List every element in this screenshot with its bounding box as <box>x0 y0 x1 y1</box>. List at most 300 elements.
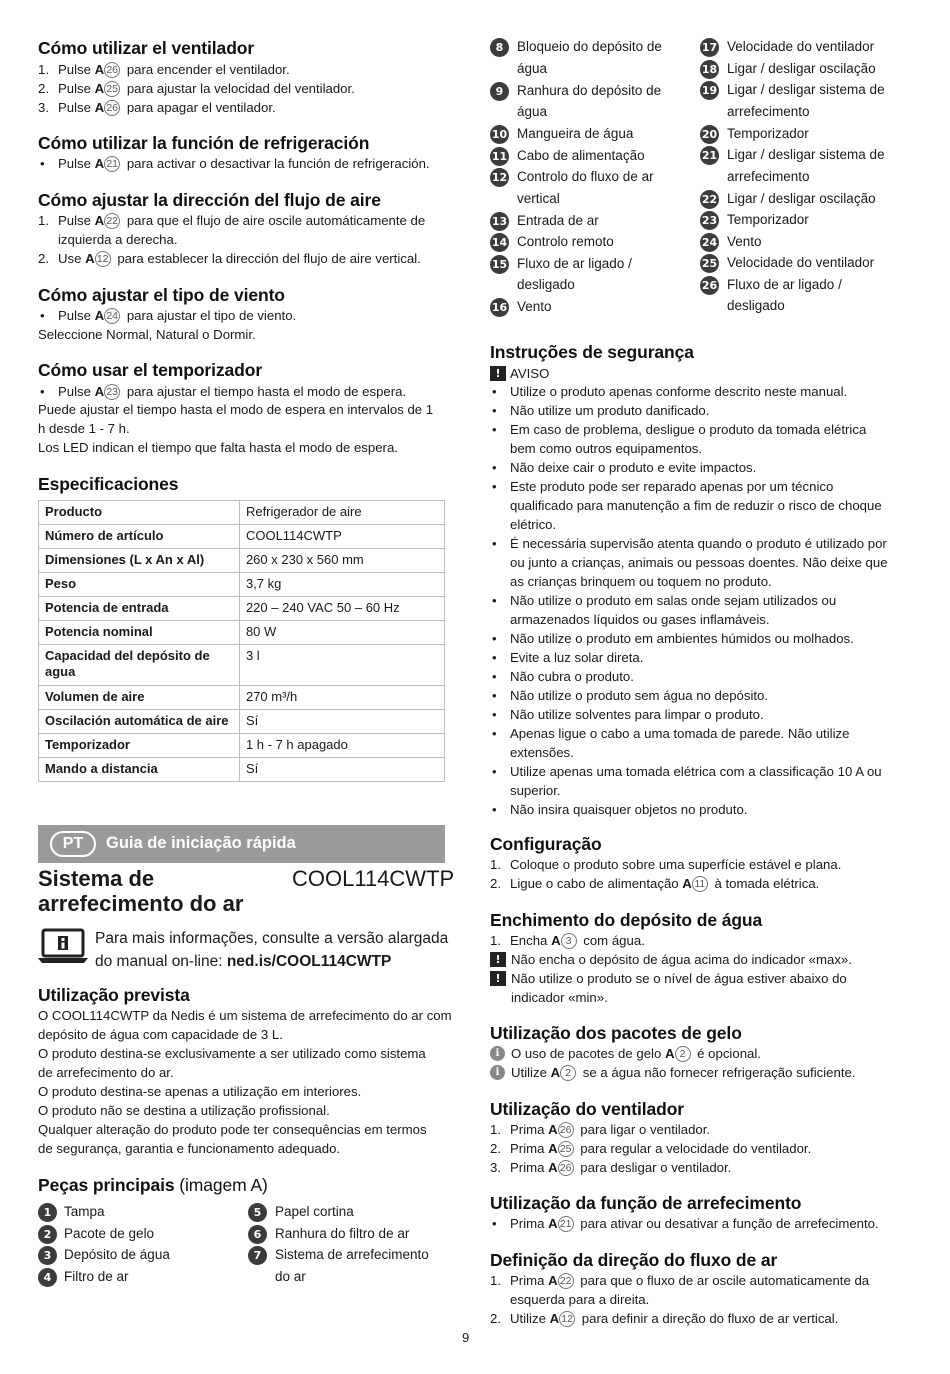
ref-number-circle: 24 <box>104 308 120 324</box>
warning-text: AVISO <box>510 366 550 381</box>
line-text: Prima <box>510 1273 549 1288</box>
spec-row <box>39 645 445 686</box>
line-content: É necessária supervisão atenta quando o produto é utilizado por <box>510 536 887 551</box>
line-content: Seleccione Normal, Natural o Dormir. <box>38 327 256 342</box>
line-text: para activar o desactivar la función de refrigeración. <box>123 156 430 171</box>
step-number: 2. <box>490 1141 501 1156</box>
fill-warning <box>511 950 852 969</box>
bullet-dot: • <box>492 650 497 665</box>
spec-value: 3,7 kg <box>239 573 444 597</box>
line-content: Puede ajustar el tiempo hasta el modo de espera en intervalos de 1 <box>38 402 434 417</box>
setup-heading: Configuração <box>490 834 602 854</box>
part-name: Ranhura do filtro de ar <box>275 1225 410 1241</box>
figure-ref-letter: A <box>548 1122 558 1137</box>
main-parts-heading <box>38 1175 268 1196</box>
spec-row <box>39 686 445 710</box>
ice-info <box>511 1063 855 1082</box>
line-text: Pulse <box>58 156 95 171</box>
more-info-text <box>95 927 448 973</box>
line-content: O produto destina-se exclusivamente a ser utilizado como sistema <box>38 1046 426 1061</box>
ice-info <box>511 1044 761 1063</box>
part-name: Velocidade do ventilador <box>727 39 875 54</box>
ref-number-circle: 26 <box>558 1122 574 1138</box>
line-content: esquerda para a direita. <box>510 1292 650 1307</box>
line-content: superior. <box>510 783 561 798</box>
spec-key: Capacidad del depósito de agua <box>39 645 240 686</box>
spec-key: Temporizador <box>39 734 240 758</box>
part-number-badge: 21 <box>700 146 719 165</box>
spec-row <box>39 710 445 734</box>
line-text: Pulse <box>58 213 95 228</box>
page-number: 9 <box>462 1330 470 1345</box>
intended-use-text <box>38 1044 426 1063</box>
line-content <box>510 874 819 893</box>
line-text: para ajustar la velocidad del ventilador. <box>123 81 355 96</box>
ref-number-circle: 25 <box>558 1141 574 1157</box>
intended-use-text <box>38 1082 361 1101</box>
spec-row <box>39 597 445 621</box>
spec-value: 270 m³/h <box>239 686 444 710</box>
bullet-dot: • <box>492 479 497 494</box>
line-content <box>58 249 421 268</box>
part-name: Tampa <box>64 1204 105 1219</box>
ref-number-circle: 3 <box>561 933 577 949</box>
step-number: 3. <box>38 100 49 115</box>
spec-table <box>38 500 445 782</box>
bullet-dot: • <box>492 422 497 437</box>
more-info-line1: Para mais informações, consulte a versão alargada <box>95 930 449 947</box>
line-content: O produto não se destina a utilização profissional. <box>38 1103 330 1118</box>
line-text: para que o fluxo de ar oscile automaticamente da <box>576 1273 870 1288</box>
line-content <box>58 382 406 401</box>
part-name: Ligar / desligar sistema de <box>727 147 885 162</box>
line-content <box>58 211 425 230</box>
figure-ref-letter: A <box>548 1141 558 1156</box>
warning-icon <box>490 971 506 986</box>
part-number-badge: 14 <box>490 233 509 252</box>
part-name: Entrada de ar <box>517 212 599 228</box>
part-name: Velocidade do ventilador <box>727 255 875 270</box>
line-content: Não utilize um produto danificado. <box>510 403 710 418</box>
step-number: 1. <box>490 1273 501 1288</box>
part-name: Controlo do fluxo de ar <box>517 169 654 184</box>
es-timer-text <box>38 400 433 419</box>
es-timer-text <box>38 438 398 457</box>
spec-value: COOL114CWTP <box>239 525 444 549</box>
es-airflow-heading: Cómo ajustar la dirección del flujo de aire <box>38 190 381 210</box>
figure-ref-letter: A <box>682 876 692 891</box>
figure-ref-letter: A <box>94 384 105 399</box>
spec-value: Sí <box>239 710 444 734</box>
line-text: para ajustar el tipo de viento. <box>123 308 297 323</box>
step-number: 1. <box>490 933 501 948</box>
ref-number-circle: 22 <box>558 1273 574 1289</box>
es-wind-note <box>38 325 256 344</box>
line-content: ou junto a crianças, animais ou pessoas doentes. Não deixe que <box>510 555 888 570</box>
line-text: Utilize <box>510 1311 550 1326</box>
intended-use-text <box>38 1006 452 1025</box>
spec-value: Refrigerador de aire <box>239 501 444 525</box>
info-icon: i <box>490 1065 505 1080</box>
product-title-line2: arrefecimento do ar <box>38 891 244 916</box>
line-text: para encender el ventilador. <box>123 62 290 77</box>
part-name: Ranhura do depósito de <box>517 82 662 98</box>
part-number-badge: 4 <box>38 1268 57 1287</box>
line-content: izquierda a derecha. <box>58 232 178 247</box>
bullet-dot: • <box>492 460 497 475</box>
line-content: Utilize apenas uma tomada elétrica com a classificação 10 A ou <box>510 764 882 779</box>
figure-ref-letter: A <box>548 1160 558 1175</box>
line-content: qualificado para manutenção a fim de reduzir o risco de choque <box>510 498 882 513</box>
line-content <box>510 1139 811 1158</box>
ref-number-circle: 2 <box>560 1065 576 1081</box>
line-content: extensões. <box>510 745 574 760</box>
pt-airflow-heading: Definição da direção do fluxo de ar <box>490 1250 778 1270</box>
step-number: 2. <box>38 251 49 266</box>
line-content: Não cubra o produto. <box>510 669 634 684</box>
figure-ref-letter: A <box>85 251 95 266</box>
part-name: Depósito de água <box>64 1247 170 1262</box>
spec-key: Mando a distancia <box>39 758 240 782</box>
step-number: 2. <box>38 81 49 96</box>
part-number-badge: 13 <box>490 212 509 231</box>
pt-banner <box>38 825 445 863</box>
intended-use-text <box>38 1063 174 1082</box>
main-parts-subtitle: (imagem A) <box>174 1175 268 1195</box>
intended-use-text <box>38 1101 330 1120</box>
spec-row <box>39 621 445 645</box>
line-content: elétrico. <box>510 517 557 532</box>
ice-packs-heading: Utilização dos pacotes de gelo <box>490 1023 742 1043</box>
figure-ref-letter: A <box>94 213 105 228</box>
line-content: Apenas ligue o cabo a uma tomada de parede. Não utilize <box>510 726 850 741</box>
line-content: Evite a luz solar direta. <box>510 650 644 665</box>
spec-key: Volumen de aire <box>39 686 240 710</box>
part-number-badge: 19 <box>700 81 719 100</box>
line-content: Este produto pode ser reparado apenas por um técnico <box>510 479 834 494</box>
ref-number-circle: 26 <box>104 100 120 116</box>
line-content: Coloque o produto sobre uma superfície estável e plana. <box>510 857 842 872</box>
line-text: para ligar o ventilador. <box>576 1122 711 1137</box>
part-name: Controlo remoto <box>517 234 614 249</box>
ref-number-circle: 21 <box>558 1216 574 1232</box>
line-text: com água. <box>579 933 645 948</box>
figure-ref-letter: A <box>664 1046 675 1061</box>
part-name: Bloqueio do depósito de <box>517 39 662 54</box>
line-content: O COOL114CWTP da Nedis é um sistema de arrefecimento do ar com <box>38 1008 452 1023</box>
line-text: Ligue o cabo de alimentação <box>510 876 683 891</box>
line-content <box>511 1046 761 1061</box>
pt-fan-heading: Utilização do ventilador <box>490 1099 685 1119</box>
intended-use-text <box>38 1120 427 1139</box>
line-content: de arrefecimento do ar. <box>38 1065 174 1080</box>
line-text: Pulse <box>58 308 95 323</box>
product-model: COOL114CWTP <box>292 866 455 891</box>
es-specs-heading: Especificaciones <box>38 474 179 494</box>
line-content: Não utilize o produto sem água no depósito. <box>510 688 769 703</box>
part-name: Fluxo de ar ligado / <box>727 276 842 292</box>
part-number-badge: 23 <box>700 211 719 230</box>
line-content: depósito de água com capacidade de 3 L. <box>38 1027 283 1042</box>
line-text: para regular a velocidade do ventilador. <box>576 1141 812 1156</box>
spec-row <box>39 758 445 782</box>
figure-ref-letter: A <box>94 308 105 323</box>
part-number-badge: 26 <box>700 276 719 295</box>
figure-ref-letter: A <box>94 81 105 96</box>
line-text: para establecer la dirección del flujo de aire vertical. <box>113 251 421 266</box>
step-number: 1. <box>38 213 49 228</box>
line-content: armazenados líquidos ou gases inflamáveis. <box>510 612 770 627</box>
line-content: Los LED indican el tiempo que falta hasta el modo de espera. <box>38 440 398 455</box>
bullet-dot: • <box>492 593 497 608</box>
part-number-badge: 22 <box>700 190 719 209</box>
product-title <box>38 866 243 916</box>
line-text: Use <box>58 251 86 266</box>
line-content <box>510 1309 838 1328</box>
bullet-dot: • <box>40 156 45 171</box>
spec-row <box>39 734 445 758</box>
es-wind-heading: Cómo ajustar el tipo de viento <box>38 285 285 305</box>
line-content: Não utilize solventes para limpar o produto. <box>510 707 764 722</box>
ref-number-circle: 11 <box>692 876 708 892</box>
part-number-badge: 3 <box>38 1246 57 1265</box>
spec-key: Producto <box>39 501 240 525</box>
ref-number-circle: 12 <box>559 1311 575 1327</box>
line-text: Prima <box>510 1160 549 1175</box>
line-content <box>510 1271 869 1290</box>
bullet-dot: • <box>40 384 45 399</box>
part-name: Pacote de gelo <box>64 1225 155 1241</box>
part-name-cont: água <box>517 104 548 119</box>
line-content: Não deixe cair o produto e evite impactos. <box>510 460 757 475</box>
part-name-cont: desligado <box>727 298 785 313</box>
part-name: Vento <box>517 299 552 314</box>
figure-ref-letter: A <box>550 1065 561 1080</box>
manual-link[interactable]: ned.is/COOL114CWTP <box>226 953 392 970</box>
spec-value: Sí <box>239 758 444 782</box>
bullet-dot: • <box>492 536 497 551</box>
spec-key: Oscilación automática de aire <box>39 710 240 734</box>
spec-row <box>39 501 445 525</box>
spec-row <box>39 573 445 597</box>
bullet-dot: • <box>492 1216 497 1231</box>
pt-cooling-heading: Utilização da função de arrefecimento <box>490 1193 802 1213</box>
spec-key: Número de artículo <box>39 525 240 549</box>
line-text: para ativar ou desativar a função de arrefecimento. <box>576 1216 879 1231</box>
line-text: à tomada elétrica. <box>710 876 820 891</box>
part-name: Papel cortina <box>275 1204 354 1219</box>
part-name-cont: água <box>517 60 548 76</box>
bullet-dot: • <box>492 707 497 722</box>
part-name-cont: do ar <box>275 1268 306 1284</box>
part-name: Fluxo de ar ligado / <box>517 255 632 271</box>
product-title-line1: Sistema de <box>38 866 155 891</box>
line-content: indicador «min». <box>511 990 608 1005</box>
line-content: Não utilize o produto em salas onde sejam utilizados ou <box>510 593 837 608</box>
part-name: Temporizador <box>727 212 809 227</box>
part-name: Sistema de arrefecimento <box>275 1247 429 1262</box>
warning-icon <box>490 366 506 381</box>
fill-tank-heading: Enchimento do depósito de água <box>490 910 763 930</box>
intended-use-text <box>38 1025 283 1044</box>
step-number: 1. <box>38 62 49 77</box>
bullet-dot: • <box>492 802 497 817</box>
line-text: Prima <box>510 1141 549 1156</box>
part-name: Mangueira de água <box>517 126 634 141</box>
safety-heading: Instruções de segurança <box>490 342 694 362</box>
warning-icon <box>490 952 506 967</box>
part-number-badge: 2 <box>38 1225 57 1244</box>
laptop-info-icon <box>38 928 88 964</box>
part-number-badge: 5 <box>248 1203 267 1222</box>
part-number-badge: 12 <box>490 168 509 187</box>
figure-ref-letter: A <box>94 156 105 171</box>
es-timer-heading: Cómo usar el temporizador <box>38 360 263 380</box>
line-content: h desde 1 - 7 h. <box>38 421 130 436</box>
main-parts-title: Peças principais <box>38 1175 175 1195</box>
line-content: de segurança, garantia e funcionamento adequado. <box>38 1141 341 1156</box>
fill-warning <box>511 969 847 988</box>
part-number-badge: 8 <box>490 38 509 57</box>
part-name-cont: arrefecimento <box>727 168 810 184</box>
line-content: Não utilize o produto em ambientes húmidos ou molhados. <box>510 631 854 646</box>
line-text: Pulse <box>58 100 95 115</box>
line-text: para definir a direção do fluxo de ar vertical. <box>578 1311 839 1326</box>
line-text: Utilize <box>511 1065 551 1080</box>
bullet-dot: • <box>40 308 45 323</box>
line-content: bem como outros equipamentos. <box>510 441 703 456</box>
line-content <box>58 154 430 173</box>
part-name: Ligar / desligar oscilação <box>727 190 876 206</box>
es-cooling-heading: Cómo utilizar la función de refrigeración <box>38 133 370 153</box>
figure-ref-letter: A <box>551 933 561 948</box>
spec-row <box>39 525 445 549</box>
bullet-dot: • <box>492 403 497 418</box>
line-text: é opcional. <box>693 1046 761 1061</box>
line-content: Em caso de problema, desligue o produto da tomada elétrica <box>510 422 867 437</box>
line-text: Encha <box>510 933 552 948</box>
line-text: Prima <box>510 1216 549 1231</box>
ref-number-circle: 26 <box>558 1160 574 1176</box>
more-info-line2: do manual on-line: <box>95 953 227 970</box>
line-text: para que el flujo de aire oscile automáticamente de <box>123 213 426 228</box>
figure-ref-letter: A <box>549 1311 560 1326</box>
spec-value: 3 l <box>239 645 444 686</box>
figure-ref-letter: A <box>94 100 105 115</box>
fill-warning <box>511 988 608 1007</box>
line-content: Não insira quaisquer objetos no produto. <box>510 802 748 817</box>
part-name: Vento <box>727 233 762 249</box>
part-number-badge: 24 <box>700 233 719 252</box>
bullet-dot: • <box>492 688 497 703</box>
ref-number-circle: 21 <box>104 156 120 172</box>
intended-use-heading: Utilização prevista <box>38 985 190 1005</box>
info-icon: i <box>490 1046 505 1061</box>
line-text: para apagar el ventilador. <box>123 100 276 115</box>
spec-row <box>39 549 445 573</box>
spec-key: Peso <box>39 573 240 597</box>
part-number-badge: 7 <box>248 1246 267 1265</box>
step-number: 2. <box>490 1311 501 1326</box>
ref-number-circle: 23 <box>104 384 120 400</box>
part-name: Temporizador <box>727 125 809 141</box>
part-name-cont: vertical <box>517 190 560 206</box>
es-fan-heading: Cómo utilizar el ventilador <box>38 38 255 58</box>
spec-key: Potencia nominal <box>39 621 240 645</box>
line-content <box>58 98 276 117</box>
line-content: as crianças brinquem ou toquem no produto. <box>510 574 772 589</box>
step-number: 2. <box>490 876 501 891</box>
bullet-dot: • <box>492 384 497 399</box>
part-name: Ligar / desligar oscilação <box>727 60 876 76</box>
spec-value: 1 h - 7 h apagado <box>239 734 444 758</box>
ref-number-circle: 12 <box>95 251 111 267</box>
part-number-badge: 20 <box>700 125 719 144</box>
part-number-badge: 11 <box>490 147 509 166</box>
part-name: Cabo de alimentação <box>517 147 645 163</box>
line-content <box>510 931 645 950</box>
figure-ref-letter: A <box>548 1216 558 1231</box>
line-content: O produto destina-se apenas a utilização em interiores. <box>38 1084 362 1099</box>
line-content: Qualquer alteração do produto pode ter consequências em termos <box>38 1122 427 1137</box>
part-number-badge: 16 <box>490 298 509 317</box>
line-content <box>58 79 355 98</box>
part-number-badge: 17 <box>700 38 719 57</box>
part-number-badge: 9 <box>490 82 509 101</box>
line-content <box>511 1065 855 1080</box>
part-number-badge: 1 <box>38 1203 57 1222</box>
line-text: para desligar o ventilador. <box>576 1160 732 1175</box>
pt-language-badge: PT <box>50 831 96 857</box>
figure-ref-letter: A <box>94 62 105 77</box>
line-content <box>58 306 296 325</box>
line-content <box>58 60 290 79</box>
part-number-badge: 15 <box>490 255 509 274</box>
part-name-cont: desligado <box>517 277 575 292</box>
ref-number-circle: 2 <box>675 1046 691 1062</box>
line-text: se a água não fornecer refrigeração suficiente. <box>579 1065 856 1080</box>
part-number-badge: 10 <box>490 125 509 144</box>
step-number: 1. <box>490 1122 501 1137</box>
part-name: Ligar / desligar sistema de <box>727 82 885 97</box>
line-text: para ajustar el tiempo hasta el modo de espera. <box>123 384 407 399</box>
part-number-badge: 6 <box>248 1225 267 1244</box>
line-text: Prima <box>510 1122 549 1137</box>
spec-value: 80 W <box>239 621 444 645</box>
part-name-cont: arrefecimento <box>727 103 810 119</box>
line-content: Não utilize o produto se o nível de água estiver abaixo do <box>511 971 847 986</box>
part-name: Filtro de ar <box>64 1268 129 1284</box>
spec-key: Dimensiones (L x An x Al) <box>39 549 240 573</box>
step-number: 1. <box>490 857 501 872</box>
step-number: 3. <box>490 1160 501 1175</box>
ref-number-circle: 26 <box>104 62 120 78</box>
line-content <box>510 1120 710 1139</box>
bullet-dot: • <box>492 669 497 684</box>
line-content: Não encha o depósito de água acima do indicador «max». <box>511 952 852 967</box>
part-number-badge: 25 <box>700 254 719 273</box>
line-content: Utilize o produto apenas conforme descrito neste manual. <box>510 384 848 399</box>
line-text: Pulse <box>58 62 95 77</box>
bullet-dot: • <box>492 726 497 741</box>
line-text: O uso de pacotes de gelo <box>511 1046 665 1061</box>
ref-number-circle: 22 <box>104 213 120 229</box>
es-timer-text <box>38 419 130 438</box>
intended-use-text <box>38 1139 340 1158</box>
line-content <box>510 1214 879 1233</box>
spec-key: Potencia de entrada <box>39 597 240 621</box>
line-text: Pulse <box>58 81 95 96</box>
